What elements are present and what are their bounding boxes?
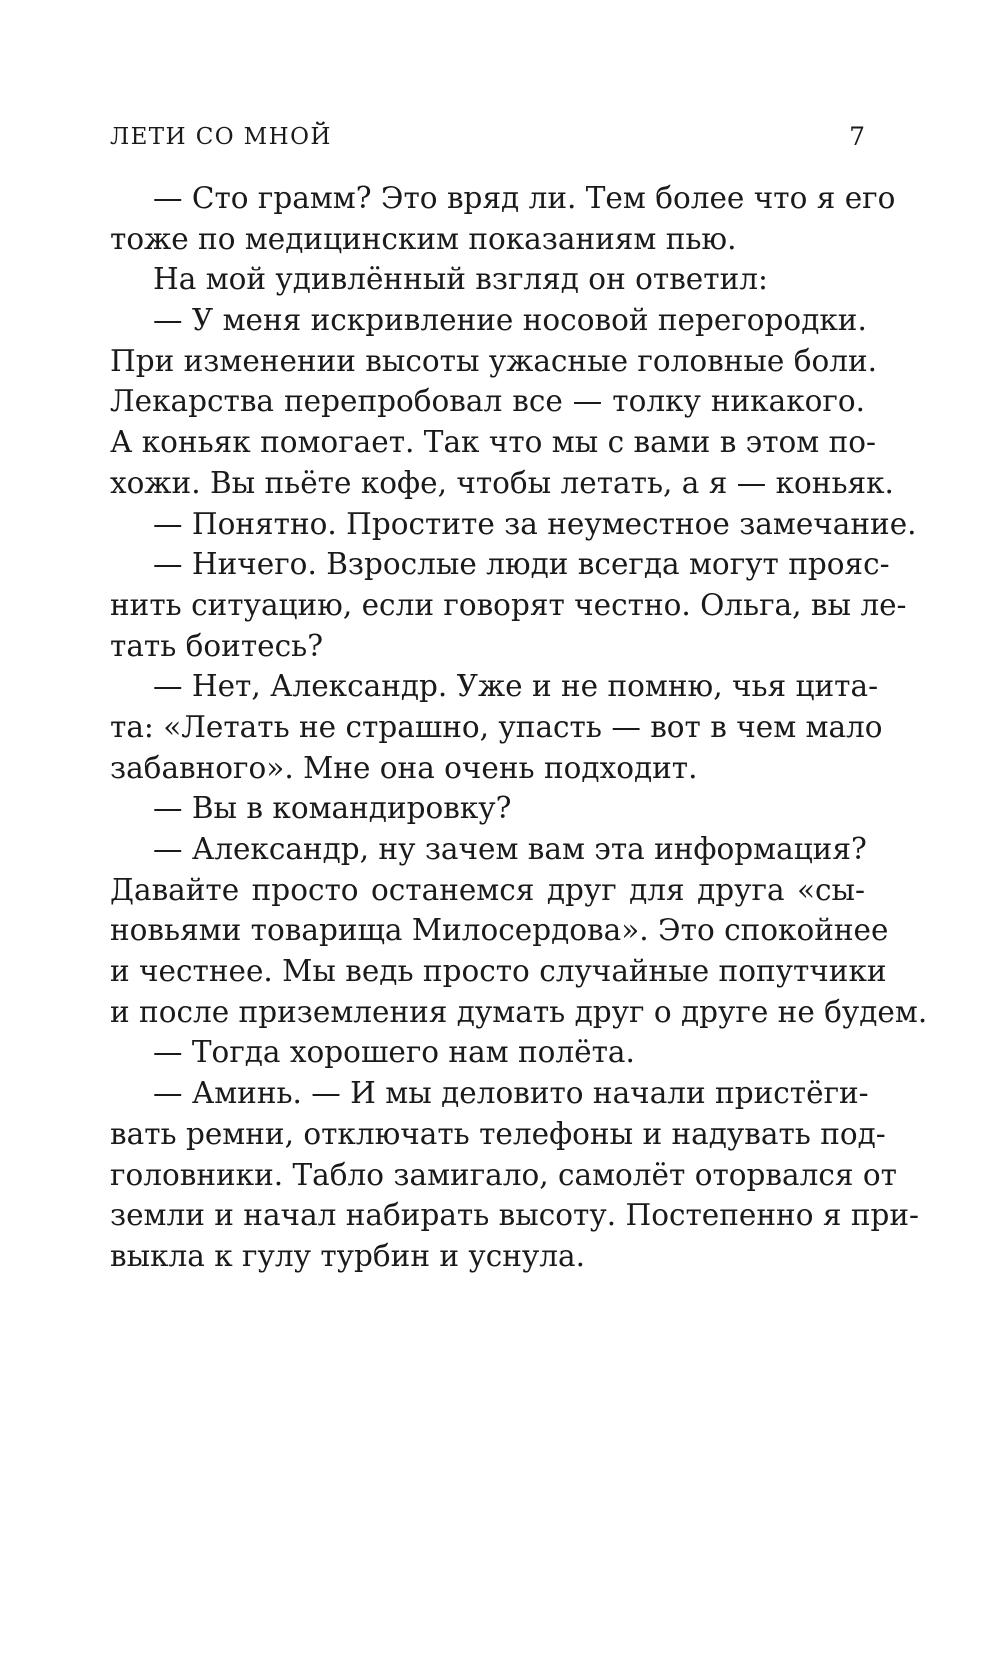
text-line: — Тогда хорошего нам полёта. <box>153 1035 635 1070</box>
text-line: — У меня искривление носовой перегородки. <box>153 303 867 338</box>
text-line: Давайте просто останемся друг для друга «сы- <box>110 872 865 907</box>
running-head <box>110 120 865 154</box>
body-text <box>110 178 928 1277</box>
text-line: — Аминь. — И мы деловито начали пристёги- <box>153 1076 869 1111</box>
text-line: выкла к гулу турбин и уснула. <box>110 1238 585 1273</box>
text-line: На мой удивлённый взгляд он ответил: <box>153 262 768 297</box>
text-line: — Понятно. Простите за неуместное замечание. <box>153 506 917 541</box>
text-line: и после приземления думать друг о друге не будем. <box>110 994 928 1029</box>
text-line: та: «Летать не страшно, упасть — вот в чем мало <box>110 709 883 744</box>
running-title: ЛЕТИ СО МНОЙ <box>110 124 332 150</box>
text-line: — Александр, ну зачем вам эта информация? <box>153 832 867 866</box>
text-line: — Ничего. Взрослые люди всегда могут прояс- <box>153 547 890 582</box>
text-line: — Сто грамм? Это вряд ли. Тем более что я его <box>153 181 896 215</box>
text-line: нить ситуацию, если говорят честно. Ольга, вы ле- <box>110 587 907 622</box>
text-line: — Вы в командировку? <box>153 791 512 826</box>
text-line: Лекарства перепробовал все — толку никакого. <box>110 384 865 419</box>
text-line: головники. Табло замигало, самолёт оторвался от <box>110 1157 897 1192</box>
text-line: При изменении высоты ужасные головные боли. <box>110 343 878 378</box>
text-line: забавного». Мне она очень подходит. <box>110 750 698 785</box>
text-line: тоже по медицинским показаниям пью. <box>110 221 737 256</box>
text-line: — Нет, Александр. Уже и не помню, чья цита- <box>153 669 879 704</box>
text-line: и честнее. Мы ведь просто случайные попутчики <box>110 954 887 989</box>
text-line: земли и начал набирать высоту. Постепенно я при- <box>110 1198 920 1233</box>
text-line: новьями товарища Милосердова». Это спокойнее <box>110 913 889 948</box>
text-line: вать ремни, отключать телефоны и надувать под- <box>110 1116 886 1151</box>
text-line: А коньяк помогает. Так что мы с вами в этом по- <box>110 425 876 460</box>
text-line: хожи. Вы пьёте кофе, чтобы летать, а я — коньяк. <box>110 465 894 500</box>
page-number: 7 <box>849 122 865 151</box>
text-line: тать боитесь? <box>110 628 324 663</box>
